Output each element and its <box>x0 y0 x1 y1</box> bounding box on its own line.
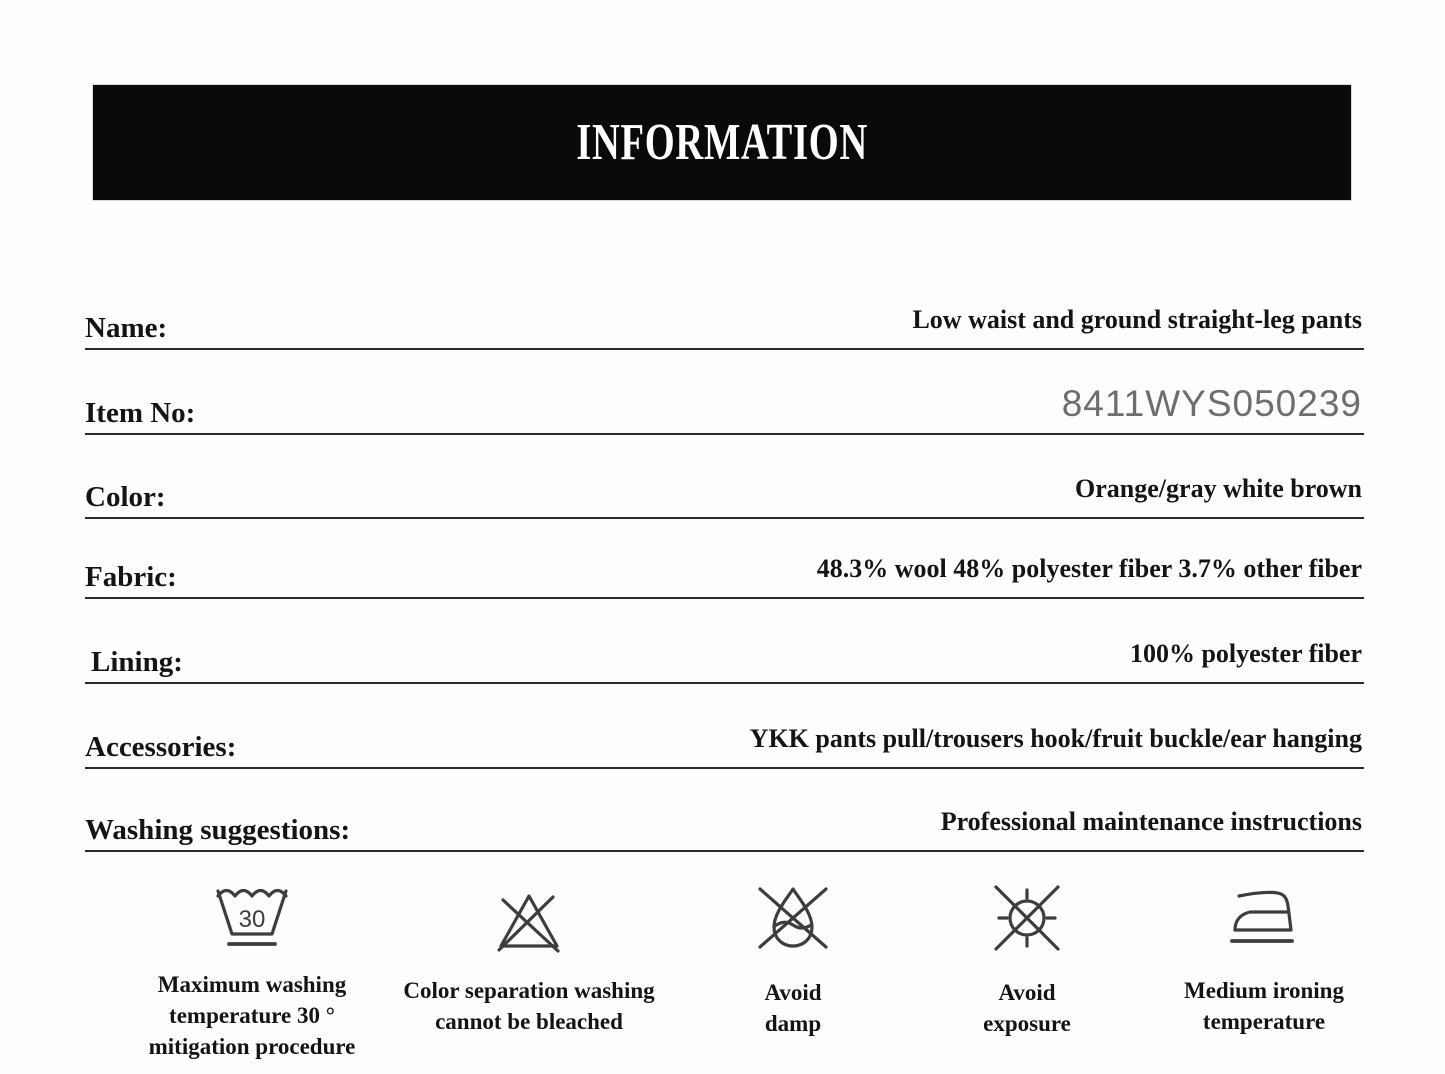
item-no-value: 8411WYS050239 <box>1061 383 1362 424</box>
spec-row-lining <box>85 622 1364 684</box>
care-caption-avoid-exposure: Avoid exposure <box>983 980 1071 1036</box>
medium-iron-icon <box>1225 886 1303 952</box>
care-item-avoid-exposure <box>952 882 1102 1040</box>
lining-label: Lining: <box>91 646 183 678</box>
spec-row-item-no <box>85 373 1364 435</box>
color-value: Orange/gray white brown <box>1075 474 1362 503</box>
care-caption-max-wash-30: Maximum washing temperature 30 ° mitigation procedure <box>148 972 356 1059</box>
accessories-label: Accessories: <box>85 731 237 763</box>
name-value: Low waist and ground straight-leg pants <box>912 305 1362 334</box>
avoid-damp-icon <box>753 882 833 954</box>
lining-value: 100% polyester fiber <box>1129 639 1362 668</box>
care-item-max-wash-30 <box>122 884 382 1062</box>
care-caption-avoid-damp: Avoid damp <box>764 980 822 1036</box>
spec-row-color <box>85 457 1364 519</box>
washing-suggestions-label: Washing suggestions: <box>85 814 351 846</box>
washing-suggestions-value: Professional maintenance instructions <box>940 807 1362 836</box>
fabric-value: 48.3% wool 48% polyester fiber 3.7% other fiber <box>816 554 1362 583</box>
information-banner <box>93 85 1351 200</box>
wash-temperature-number: 30 <box>238 906 266 933</box>
care-item-avoid-damp <box>733 882 853 1040</box>
spec-row-name <box>85 288 1364 350</box>
care-item-medium-iron <box>1164 886 1364 1038</box>
care-item-do-not-bleach <box>384 888 674 1038</box>
item-no-label: Item No: <box>85 397 196 429</box>
do-not-bleach-icon <box>494 888 564 954</box>
avoid-exposure-icon <box>987 882 1067 954</box>
accessories-value: YKK pants pull/trousers hook/fruit buckle/ear hanging <box>749 724 1362 753</box>
wash-tub-30-icon <box>213 884 291 954</box>
spec-row-fabric <box>85 537 1364 599</box>
care-caption-do-not-bleach: Color separation washing cannot be bleached <box>403 978 655 1034</box>
spec-row-washing-suggestions <box>85 790 1364 852</box>
color-label: Color: <box>85 481 166 513</box>
fabric-label: Fabric: <box>85 561 177 593</box>
spec-row-accessories <box>85 707 1364 769</box>
page-title: INFORMATION <box>576 114 868 171</box>
care-caption-medium-iron: Medium ironing temperature <box>1184 978 1344 1034</box>
name-label: Name: <box>85 312 168 344</box>
